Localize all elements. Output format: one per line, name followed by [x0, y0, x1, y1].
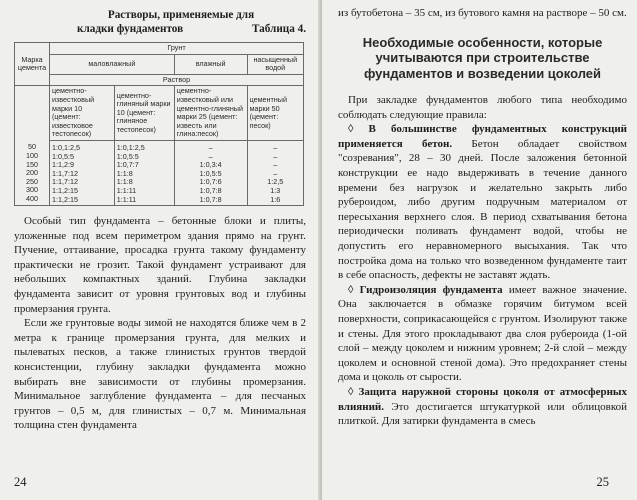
rule-text: Это достигается штукатуркой или облицовкой плиткой. Для затирки фундамента в смесь	[338, 400, 627, 428]
table-caption-line1: Растворы, применяемые для	[107, 9, 255, 21]
right-intro	[338, 6, 627, 21]
mortar-table	[14, 42, 304, 206]
header-solution: Раствор	[50, 74, 304, 86]
rule-paragraph	[338, 283, 627, 385]
grade-column: 50 100 150 200 250 300 400	[15, 140, 50, 205]
ratio-column: – – 1:0,3:4 1:0,5:5 1:0,7:6 1:0,7:8 1:0,7:8	[174, 140, 247, 205]
rule-text: имеет важное значение. Она заключается в обмазке горячим битумом всей поверхности, соприкасающейся с грунтом. Изолируют также и стены. Для этого прокладывают два слоя рубероида (1-ой слой – между цоколем и нижним уровнем; 2-й слой – между цоколем и основной стеной дома). Это предохраняет стены дома и цоколь от сырости.	[338, 283, 627, 384]
rule-title: ◊ Защита наружной стороны цоколя от атмосферных влияний.	[338, 385, 627, 413]
paragraph: Особый тип фундамента – бетонные блоки и плиты, уложенные под всем периметром здания прямо на грунт. Пучение, оттаивание, просадка грунта такому фундаменту практически не грозит. Такой фундамент устраивают для небольших компактных зданий. Глубина закладки фундамента зависит от уровня грунтовых вод и глубины промерзания грунта.	[14, 215, 306, 315]
ratio-column: 1:0,1:2,5 1:0,5:5 1:0,7:7 1:1:8 1:1:8 1:1:11 1:1:11	[114, 140, 174, 205]
paragraph: из бутобетона – 35 см, из бутового камня на растворе – 50 см.	[338, 7, 627, 19]
header-ground: Грунт	[50, 43, 304, 55]
col-header: цементно-глиняный марки 10 (цемент: глиняное тестопесок)	[114, 86, 174, 141]
col-header: цементно-известковый марки 10 (цемент: известковое тестопесок)	[50, 86, 115, 141]
ratio-column: 1:0,1:2,5 1:0,5:5 1:1,2:9 1:1,7:12 1:1,7:12 1:1,2:15 1:1,2:15	[50, 140, 115, 205]
section-heading: Необходимые особенности, которые учитываются при строительстве фундаментов и возведении цоколей	[362, 34, 603, 81]
table-label: Таблица 4.	[251, 23, 306, 35]
header-wet: влажный	[174, 54, 247, 74]
right-page	[322, 0, 637, 500]
header-saturated: насыщенный водой	[247, 54, 303, 74]
header-low-moisture: маловлажный	[50, 54, 175, 74]
paragraph: При закладке фундаментов любого типа необходимо соблюдать следующие правила:	[338, 94, 627, 121]
header-cement-grade: Марка цемента	[15, 43, 50, 86]
page-number: 25	[596, 475, 609, 489]
rule-title: ◊ В большинстве фундаментных конструкций применяется бетон.	[338, 123, 627, 150]
rule-text: Бетон обладает свойством "созревания", 28 – 30 дней. После заложения бетонной конструкции ее надо выдерживать в течение данного времени без нагрузок и желательно закрыть либо рубероидом, либо другим подручным материалом от пересыхания верхнего слоя. В период схватывания бетона периодически поливать фундамент водой, чтобы не допустить его неравномерного высыхания. Так что постройка дома на только что возведенном фундаменте таит в себе опасность, дефекты не заставят ждать.	[338, 137, 628, 282]
col-header: цементно-известковый или цементно-глиняный марки 25 (цемент: известь или глина:песок)	[174, 86, 247, 141]
page-number: 24	[14, 475, 27, 489]
table-caption	[14, 8, 306, 36]
right-body-text	[338, 93, 627, 429]
rule-title: ◊ Гидроизоляция фундамента	[348, 283, 503, 296]
ratio-column: – – – – 1:2,5 1:3 1:6	[247, 140, 303, 205]
rule-paragraph	[338, 122, 627, 283]
table-caption-line2: кладки фундаментов	[77, 23, 184, 35]
paragraph: Если же грунтовые воды зимой не находятся ближе чем в 2 метра к границе промерзания грунта, для мелких и пылеватых песков, а также глинистых грунтов твердой консистенции, глубину закладки фундамента можно выбирать вне зависимости от глубины промерзания. Минимальное заглубление фундамента – для песчаных грунтов – 0,5 м, для глинистых – 0,7 м. Минимальная толщина стен фундамента	[14, 317, 306, 432]
col-header: цементный марки 50 (цемент: песок)	[247, 86, 303, 141]
rule-paragraph	[338, 385, 627, 429]
left-body-text	[14, 214, 306, 433]
